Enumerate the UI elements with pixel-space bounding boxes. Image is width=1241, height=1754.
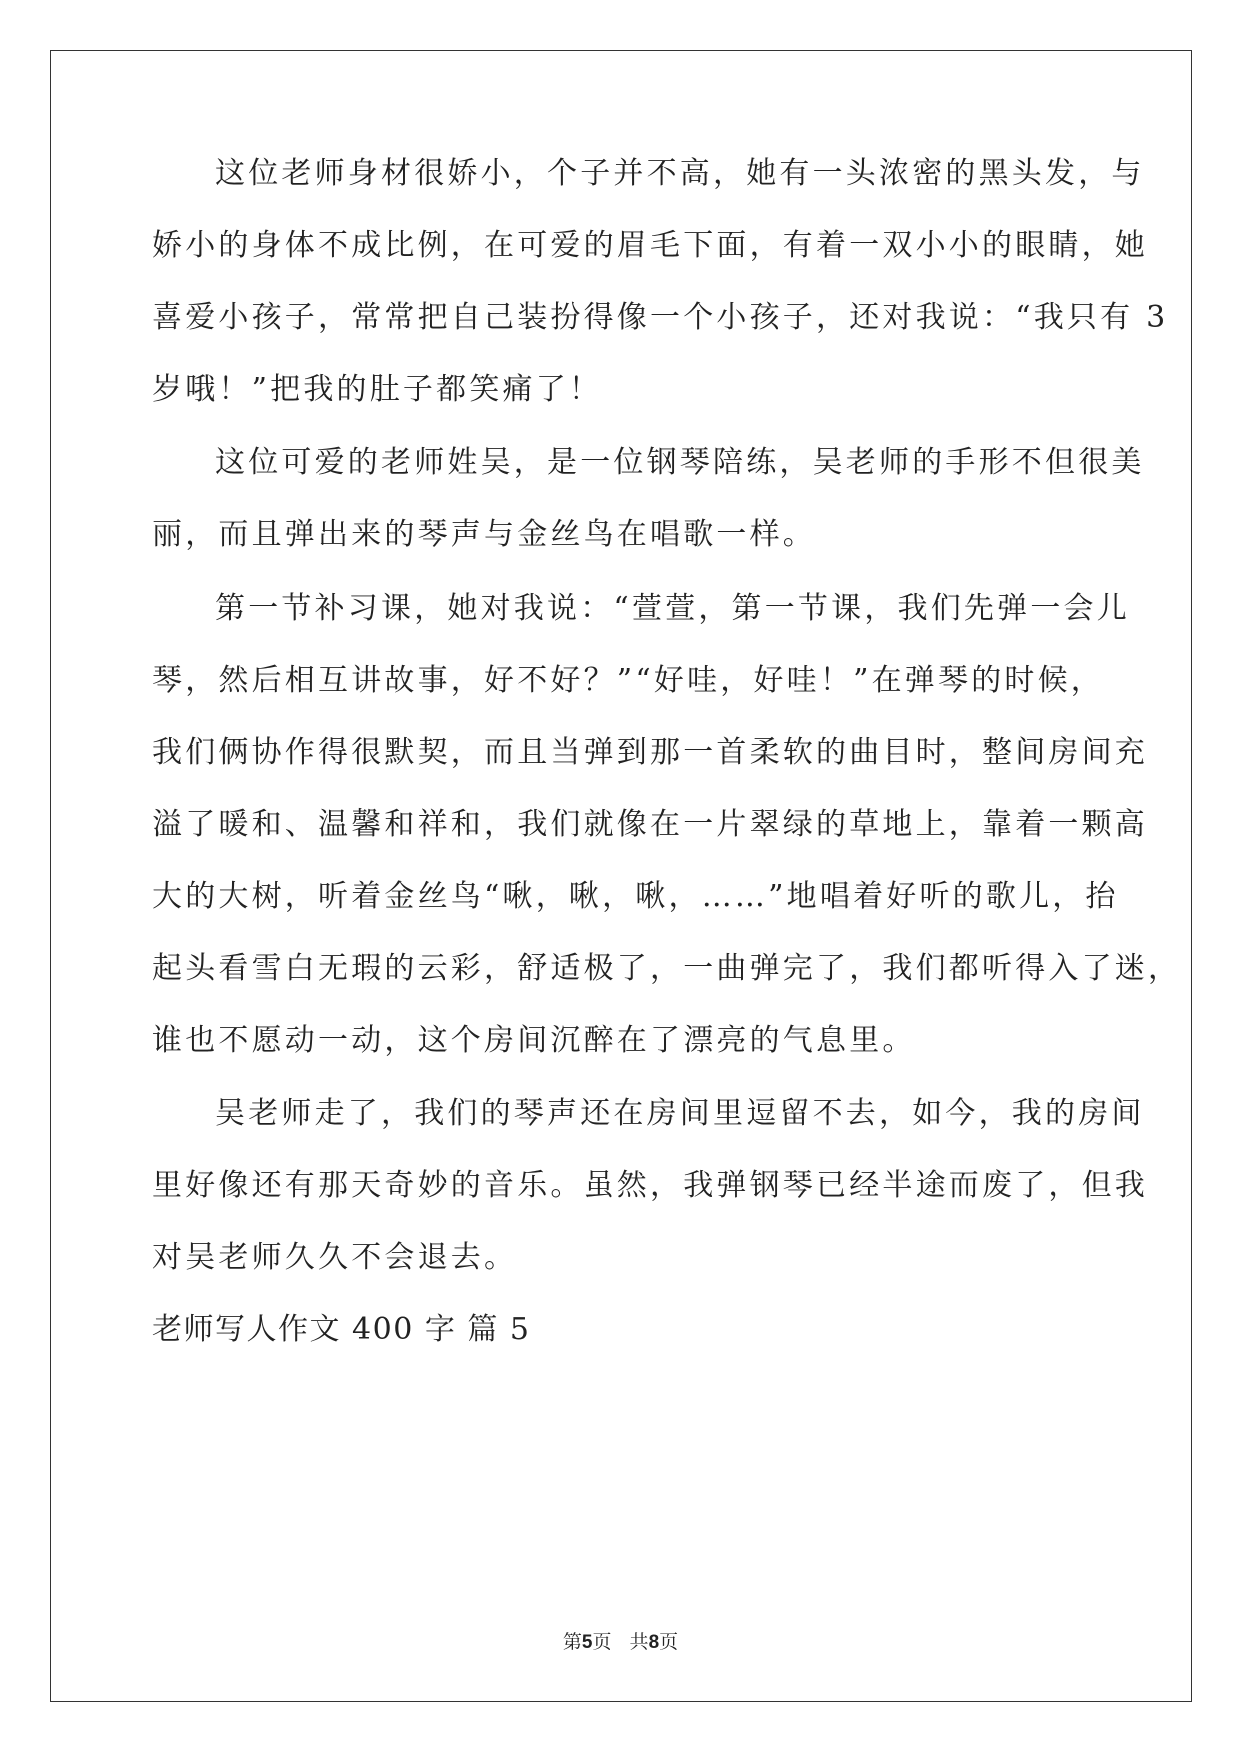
paragraph-3-line-2: 琴，然后相互讲故事，好不好？”“好哇，好哇！”在弹琴的时候， (152, 663, 1105, 698)
paragraph-4-line-3: 对吴老师久久不会退去。 (152, 1240, 518, 1275)
paragraph-2-line-2: 丽，而且弹出来的琴声与金丝鸟在唱歌一样。 (152, 517, 816, 552)
page-footer (0, 1630, 1241, 1655)
paragraph-1-line-2: 娇小的身体不成比例，在可爱的眉毛下面，有着一双小小的眼睛，她 (152, 228, 1148, 263)
paragraph-3-line-4: 溢了暖和、温馨和祥和，我们就像在一片翠绿的草地上，靠着一颗高 (152, 807, 1148, 842)
section-heading: 老师写人作文 400 字 篇 5 (152, 1312, 531, 1347)
paragraph-3-line-1: 第一节补习课，她对我说：“萱萱，第一节课，我们先弹一会儿 (215, 591, 1130, 626)
paragraph-4-line-1: 吴老师走了，我们的琴声还在房间里逗留不去，如今，我的房间 (215, 1096, 1145, 1131)
paragraph-2-line-1: 这位可爱的老师姓吴，是一位钢琴陪练，吴老师的手形不但很美 (215, 445, 1145, 480)
footer-page-mid: 页 共 (592, 1631, 649, 1653)
paragraph-3-line-3: 我们俩协作得很默契，而且当弹到那一首柔软的曲目时，整间房间充 (152, 735, 1148, 770)
paragraph-3-line-6: 起头看雪白无瑕的云彩，舒适极了，一曲弹完了，我们都听得入了迷， (152, 951, 1182, 986)
paragraph-1-line-3: 喜爱小孩子，常常把自己装扮得像一个小孩子，还对我说：“我只有 3 (152, 300, 1169, 335)
paragraph-1-line-1: 这位老师身材很娇小，个子并不高，她有一头浓密的黑头发，与 (215, 156, 1145, 191)
footer-page-total: 8 (648, 1632, 660, 1653)
paragraph-3-line-5: 大的大树，听着金丝鸟“啾，啾，啾，……”地唱着好听的歌儿，抬 (152, 879, 1119, 914)
footer-page-suffix: 页 (659, 1631, 679, 1653)
footer-page-prefix: 第 (562, 1631, 582, 1653)
paragraph-4-line-2: 里好像还有那天奇妙的音乐。虽然，我弹钢琴已经半途而废了，但我 (152, 1168, 1148, 1203)
footer-page-current: 5 (581, 1632, 593, 1653)
paragraph-3-line-7: 谁也不愿动一动，这个房间沉醉在了漂亮的气息里。 (152, 1023, 916, 1058)
paragraph-1-line-4: 岁哦！”把我的肚子都笑痛了！ (152, 372, 603, 407)
